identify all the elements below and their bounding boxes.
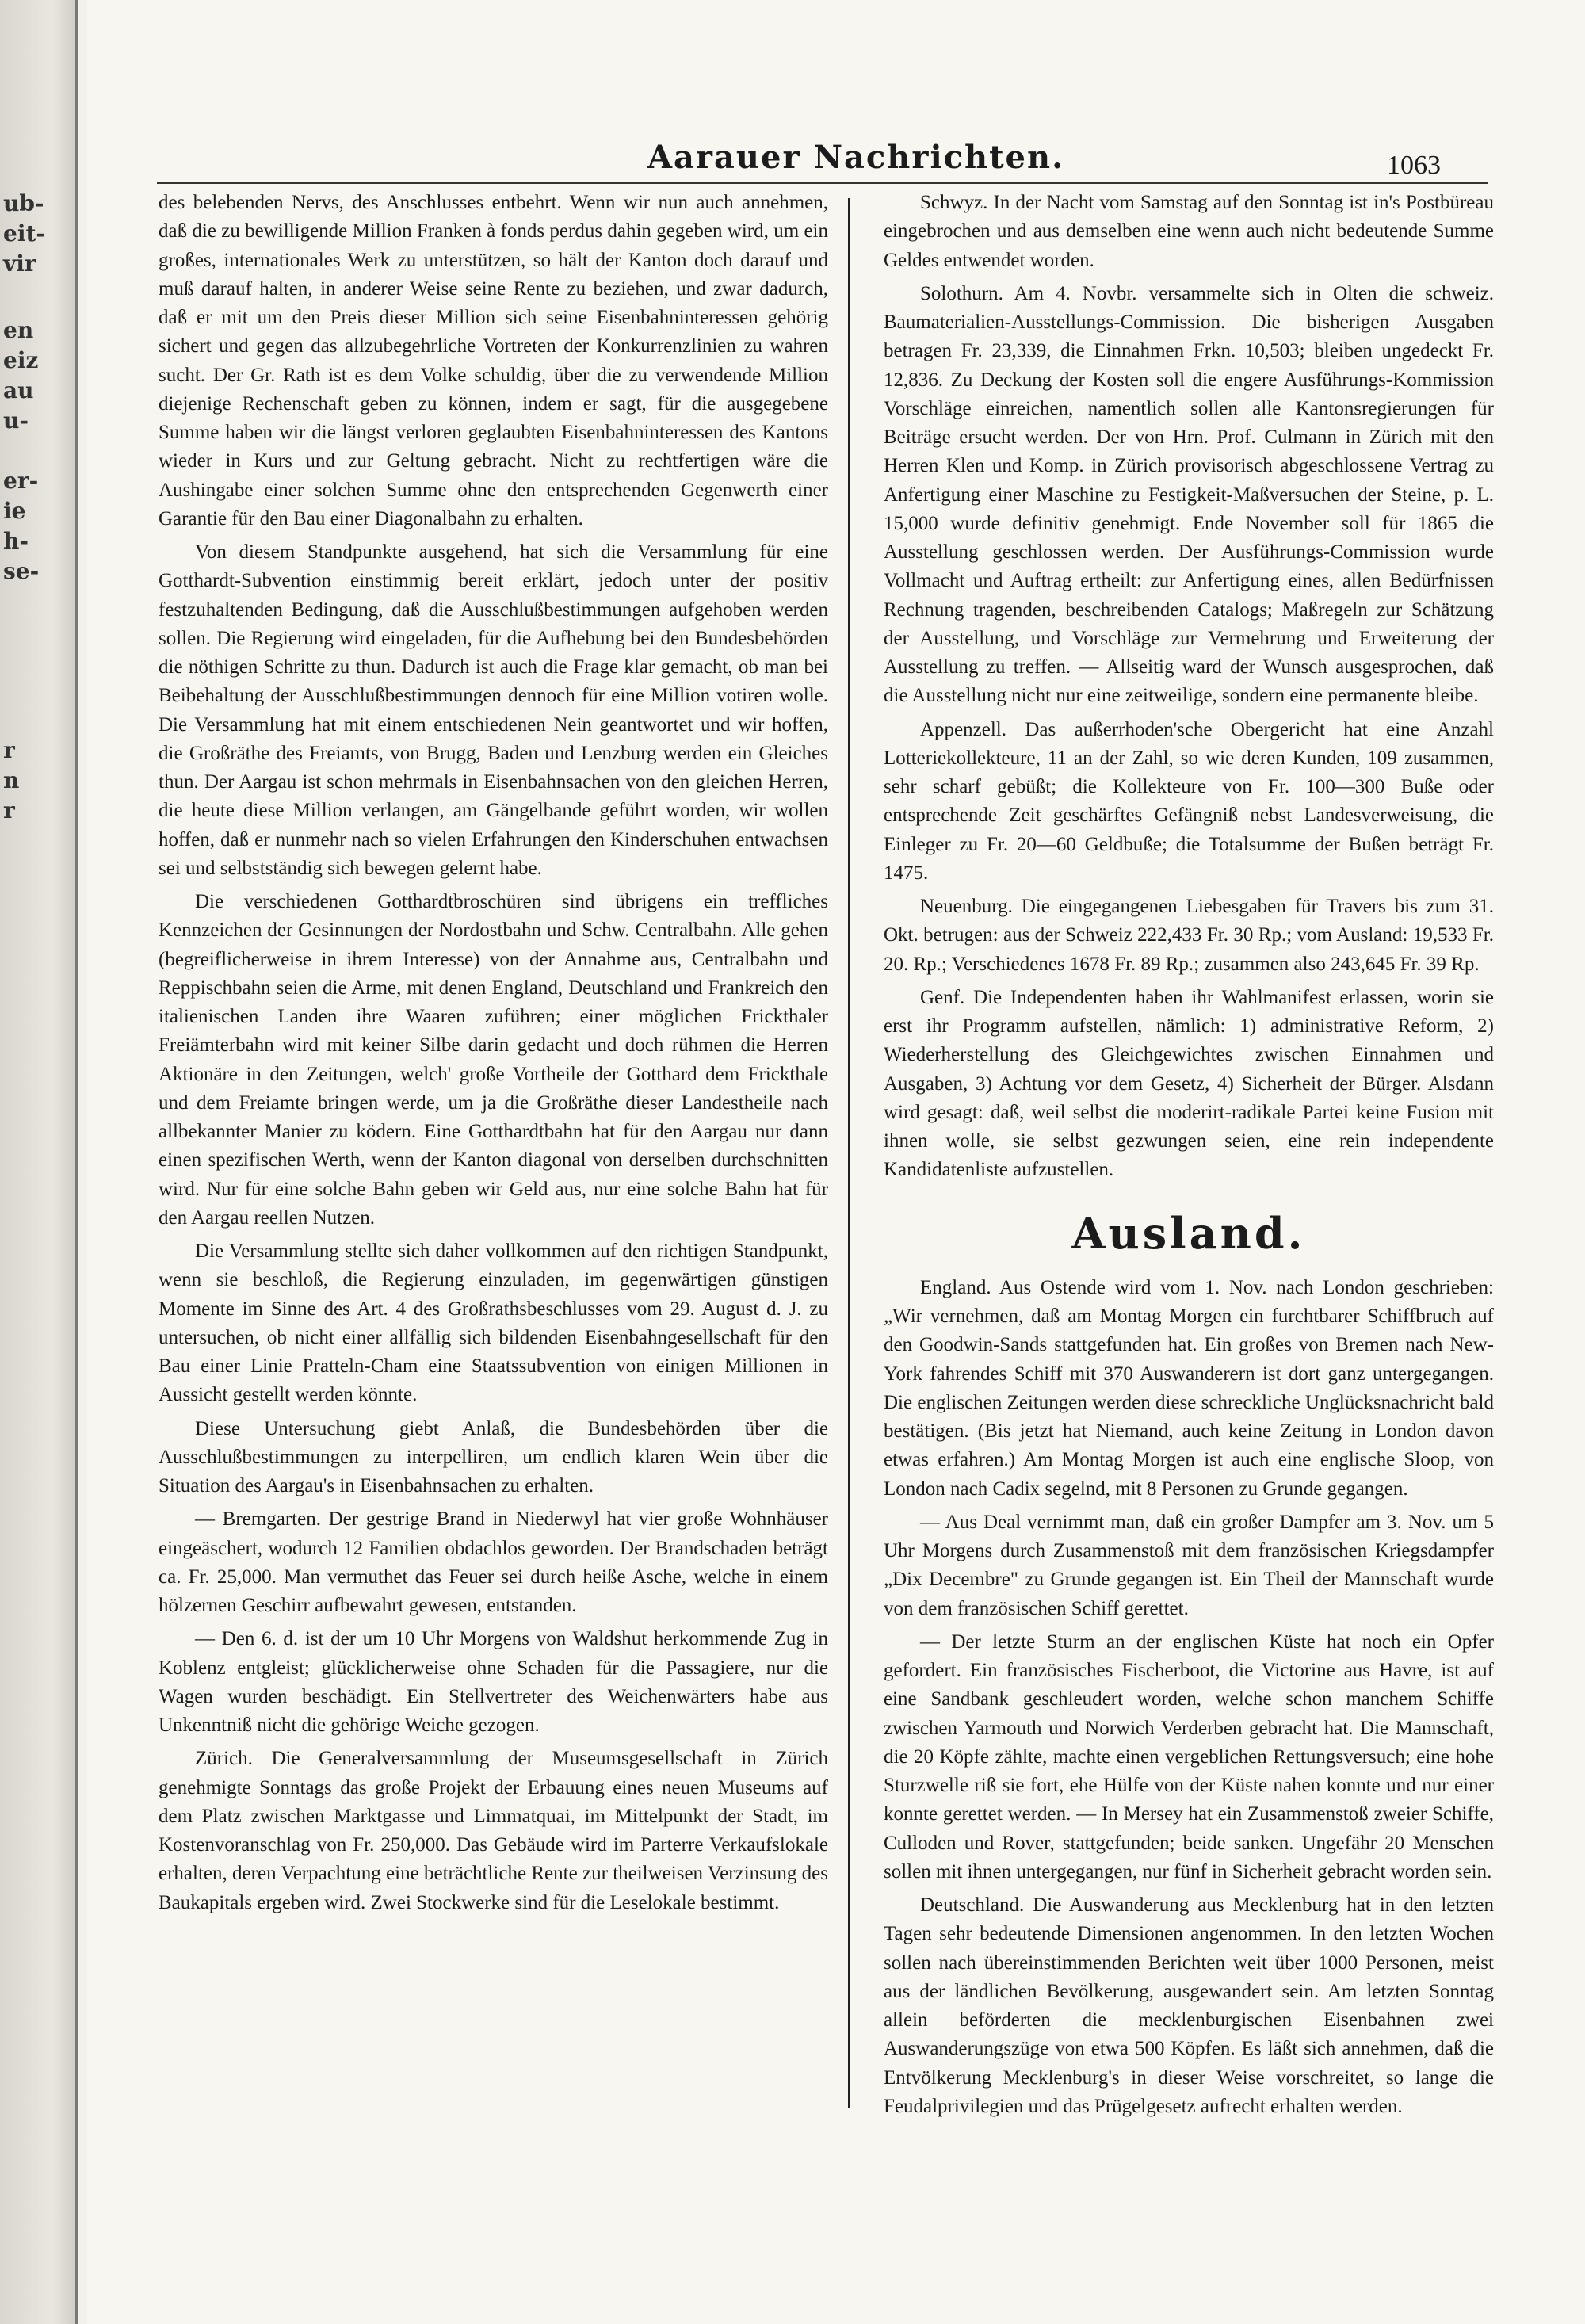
prev-fragment: au <box>3 377 34 403</box>
newspaper-page <box>87 0 1585 2324</box>
news-item-solothurn: Solothurn. Am 4. Novbr. versammelte sich in Olten die schweiz. Baumaterialien-Ausstellungs-Commission. Die bisherigen Ausgaben betragen Fr. 23,339, die Einnahmen Frkn. 10,503; bleiben ungedeckt Fr. 12,836. Zu Deckung der Kosten soll die engere Ausführungs-Kommission Vorschläge einreichen, namentlich sollen alle Kantonsregierungen für Beiträge ersucht werden. Der von Hrn. Prof. Culmann in Zürich mit den Herren Klen und Komp. in Zürich provisorisch abgeschlossene Vertrag zu Anfertigung einer Maschine zu Festigkeit-Maßversuchen der Steine, p. L. 15,000 wurde definitiv genehmigt. Ende November soll für 1865 die Ausstellung geschlossen werden. Der Ausführungs-Commission wurde Vollmacht und Auftrag ertheilt: zur Anfertigung eines, allen Bedürfnissen Rechnung tragenden, beschreibenden Catalogs; Maßregeln zur Schätzung der Ausstellung, und Vorschläge zur Vermehrung und Erweiterung der Ausstellung zu treffen. — Allseitig ward der Wunsch ausgesprochen, daß die Ausstellung nicht nur eine zeitweilige, sondern eine permanente bleibe. <box>884 282 1494 707</box>
news-item-england: England. Aus Ostende wird vom 1. Nov. nach London geschrieben: „Wir vernehmen, daß am Montag Morgen ein furchtbarer Schiffbruch auf den Goodwin-Sands stattgefunden hat. Ein großes von Bremen nach New-York fahrendes Schiff mit 370 Auswanderern ist dort ganz untergegangen. Die englischen Zeitungen werden diese schreckliche Unglücksnachricht bald bestätigen. (Bis jetzt hat Niemand, auch keine Zeitung in London davon etwas erfahren.) Am Montag Morgen ist auch eine englische Sloop, von London nach Cadix segelnd, mit 8 Personen zu Grunde gegangen. <box>884 1276 1494 1500</box>
prev-fragment: h- <box>3 528 29 554</box>
column-divider <box>848 198 850 2108</box>
article-paragraph: Die verschiedenen Gotthardtbroschüren sind übrigens ein treffliches Kennzeichen der Gesinnungen der Nordostbahn und Schw. Centralbahn. Alle gehen (begreiflicherweise in ihrem Interesse) von der Annahme aus, Centralbahn und Reppischbahn seien die Arme, mit denen England, Deutschland und Frankreich den italienischen Landen ihre Waaren zuführen; einer möglichen Frickthaler Freiämterbahn wird mit keiner Silbe darin gedacht und doch rühmen die Herren Aktionäre in den Zeitungen, welch' große Vortheile der Gotthard dem Frickthale und dem Freiamte bringen werde, um ja die Großräthe dieser Landestheile nach allbekannter Manier zu ködern. Eine Gotthardtbahn hat für den Aargau nur dann einen spezifischen Werth, wenn der Kanton diagonal von derselben durchschnitten wird. Nur für eine solche Bahn geben wir Geld aus, nur eine solche Bahn hat für den Aargau reellen Nutzen. <box>158 891 828 1229</box>
running-title: Aarauer Nachrichten. <box>647 139 1065 176</box>
previous-page-edge <box>0 0 78 2324</box>
prev-fragment: er- <box>3 468 39 494</box>
prev-fragment: u- <box>3 407 29 434</box>
news-item-zuerich: Zürich. Die Generalversammlung der Museumsgesellschaft in Zürich genehmigte Sonntags das große Projekt der Erbauung eines neuen Museums auf dem Platz zwischen Marktgasse und Limmatquai, im Mittelpunkt der Stadt, im Kostenvoranschlag von Fr. 250,000. Das Gebäude wird im Parterre Verkaufslokale erhalten, deren Verpachtung eine beträchtliche Rente zur theilweisen Verzinsung des Baukapitals ergeben wird. Zwei Stockwerke sind für die Leselokale bestimmt. <box>158 1748 828 1913</box>
news-item-deal: — Aus Deal vernimmt man, daß ein großer Dampfer am 3. Nov. um 5 Uhr Morgens durch Zusammenstoß mit dem französischen Kriegsdampfer „Dix Decembre" zu Grunde gegangen ist. Ein Theil der Mannschaft wurde von dem französischen Schiff gerettet. <box>884 1511 1494 1619</box>
prev-fragment: eiz <box>3 347 39 373</box>
prev-fragment: eit- <box>3 220 46 247</box>
news-item-neuenburg: Neuenburg. Die eingegangenen Liebesgaben für Travers bis zum 31. Okt. betrugen: aus der Schweiz 222,433 Fr. 30 Rp.; vom Ausland: 19,533 Fr. 20. Rp.; Verschiedenes 1678 Fr. 89 Rp.; zusammen also 243,645 Fr. 39 Rp. <box>884 896 1494 975</box>
header-rule <box>157 182 1488 184</box>
prev-fragment: r <box>3 737 15 763</box>
prev-fragment: vir <box>3 250 36 277</box>
news-item-deutschland: Deutschland. Die Auswanderung aus Mecklenburg hat in den letzten Tagen sehr bedeutende Dimensionen angenommen. In den letzten Wochen sollen nach übereinstimmenden Berichten weit über 1000 Personen, meist aus der ländlichen Bevölkerung, ausgewandert sein. Am letzten Sonntag allein beförderten die mecklenburgischen Eisenbahnen zwei Auswanderungszüge von etwa 500 Köpfen. Es läßt sich annehmen, daß die Entvölkerung Mecklenburg's in dieser Weise vorschreitet, so lange die Feudalprivilegien und das Prügelgesetz aufrecht erhalten werden. <box>884 1894 1494 2117</box>
news-item-appenzell: Appenzell. Das außerrhoden'sche Obergericht hat eine Anzahl Lotteriekollekteure, 11 an der Zahl, so wie deren Kunden, 109 zusammen, sehr scharf gebüßt; die Kollekteure von Fr. 100—300 Buße oder entsprechende Zeit geschärftes Gefängniß nebst Landesverweisung, die Einleger zu Fr. 20—60 Geldbuße; die Totalsumme der Bußen beträgt Fr. 1475. <box>884 718 1494 884</box>
article-paragraph: Die Versammlung stellte sich daher vollkommen auf den richtigen Standpunkt, wenn sie beschloß, die Regierung einzuladen, im gegenwärtigen günstigen Momente im Sinne des Art. 4 des Großrathsbeschlusses vom 29. August d. J. zu untersuchen, ob nicht einer allfällig sich bildenden Eisenbahngesellschaft für den Bau einer Linie Pratteln-Cham eine Staatssubvention von einigen Millionen in Aussicht gestellt werden könnte. <box>158 1240 828 1406</box>
prev-fragment: ub- <box>3 190 44 216</box>
section-heading-ausland: Ausland. <box>1071 1207 1306 1259</box>
article-paragraph: des belebenden Nervs, des Anschlusses entbehrt. Wenn wir nun auch annehmen, daß die zu bewilligende Million Franken à fonds perdus dahin gegeben wird, um ein großes, internationales Werk zu unterstützen, so hält der Kanton doch darauf und muß darauf halten, in anderer Weise seine Rente zu beziehen, und zwar dadurch, daß er mit um den Preis dieser Million sich seine Eisenbahninteressen gehörig sichert und gegen das allzubegehrliche Vortreten der Konkurrenzlinien zu wahren sucht. Der Gr. Rath ist es dem Volke schuldig, über die zu verwendende Million diejenige Rechenschaft geben zu können, indem er sagt, für die ausgegebene Summe haben wir die längst verloren geglaubten Eisenbahninteressen des Kantons wieder in Kurs und zur Geltung gebracht. Nicht zu rechtfertigen wäre die Aushingabe einer solchen Summe ohne den entsprechenden Gegenwerth einer Garantie für den Bau einer Diagonalbahn zu erhalten. <box>158 192 828 529</box>
news-item-genf: Genf. Die Independenten haben ihr Wahlmanifest erlassen, worin sie erst ihr Programm aufstellen, nämlich: 1) administrative Reform, 2) Wiederherstellung des Gleichgewichtes zwischen Einnahmen und Ausgaben, 3) Achtung vor dem Gesetz, 4) Sicherheit der Bürger. Alsdann wird gesagt: daß, weil selbst die moderirt-radikale Partei keine Fusion mit ihnen wolle, sie selbst gezwungen seien, eine rein independente Kandidatenliste aufzustellen. <box>884 986 1494 1181</box>
right-column <box>884 189 1494 2121</box>
news-item-koblenz: — Den 6. d. ist der um 10 Uhr Morgens von Waldshut herkommende Zug in Koblenz entgleist; glücklicherweise ohne Schaden für die Passagiere, nur die Wagen wurden beschädigt. Ein Stellvertreter des Weichenwärters habe aus Unkenntniß nicht die gehörige Weiche gezogen. <box>158 1628 828 1736</box>
prev-fragment: r <box>3 797 15 824</box>
article-paragraph: Von diesem Standpunkte ausgehend, hat sich die Versammlung für eine Gotthardt-Subvention einstimmig bereit erklärt, jedoch unter der positiv festzuhaltenden Bedingung, daß die Ausschlußbestimmungen aufgehoben werden sollen. Die Regierung wird eingeladen, für die Aufhebung bei den Bundesbehörden die nöthigen Schritte zu thun. Dadurch ist auch die Frage klar gemacht, ob man bei Beibehaltung der Ausschlußbestimmungen dennoch für eine Million votiren wolle. Die Versammlung hat mit einem entschiedenen Nein geantwortet und wir hoffen, die Großräthe des Freiamts, von Brugg, Baden und Lenzburg werden ein Gleiches thun. Der Aargau ist schon mehrmals in Eisenbahnsachen von den gleichen Herren, die heute diese Million verlangen, am Gängelbande geführt worden, wir wollen hoffen, daß er nunmehr nach so vielen Erfahrungen den Kinderschuhen entwachsen sei und selbstständig sich bewegen gelernt habe. <box>158 541 828 879</box>
page-number: 1063 <box>1387 151 1441 180</box>
news-item-schwyz: Schwyz. In der Nacht vom Samstag auf den Sonntag ist in's Postbüreau eingebrochen und aus demselben eine wenn auch nicht bedeutende Summe Geldes entwendet worden. <box>884 192 1494 271</box>
article-paragraph: Diese Untersuchung giebt Anlaß, die Bundesbehörden über die Ausschlußbestimmungen zu interpelliren, um endlich klaren Wein über die Situation des Aargau's in Eisenbahnsachen zu erhalten. <box>158 1417 828 1496</box>
news-item-bremgarten: — Bremgarten. Der gestrige Brand in Niederwyl hat vier große Wohnhäuser eingeäschert, wodurch 12 Familien obdachlos geworden. Der Brandschaden beträgt ca. Fr. 25,000. Man vermuthet das Feuer sei durch heiße Asche, welche in einem hölzernen Geschirr aufbewahrt gewesen, entstanden. <box>158 1508 828 1616</box>
prev-fragment: n <box>3 767 20 793</box>
prev-fragment: en <box>3 317 34 343</box>
left-column <box>158 189 828 1917</box>
prev-fragment: se- <box>3 558 40 584</box>
prev-fragment: ie <box>3 498 26 524</box>
news-item-storm: — Der letzte Sturm an der englischen Küste hat noch ein Opfer gefordert. Ein französisches Fischerboot, die Victorine aus Havre, ist auf eine Sandbank geschleudert worden, welche schon manchem Schiffe zwischen Yarmouth und Norwich Verderben gebracht hat. Die Mannschaft, die 20 Köpfe zählte, machte einen vergeblichen Rettungsversuch; eine hohe Sturzwelle riß sie fort, ehe Hülfe von der Küste nahen konnte und nur einer konnte gerettet werden. — In Mersey hat ein Zusammenstoß zweier Schiffe, Culloden und Rover, stattgefunden; beide sanken. Ungefähr 20 Menschen sollen mit ihnen untergegangen, nur fünf in Sicherheit gebracht worden sein. <box>884 1630 1494 1883</box>
